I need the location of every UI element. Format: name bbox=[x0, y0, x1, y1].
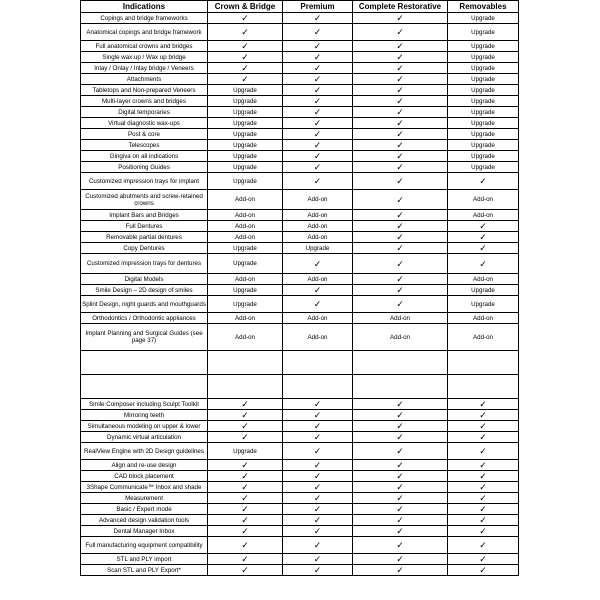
cell-value: Add-on bbox=[353, 324, 448, 351]
cell-value: Upgrade bbox=[448, 52, 519, 63]
check-icon: ✓ bbox=[353, 162, 448, 173]
check-icon: ✓ bbox=[283, 162, 353, 173]
check-icon: ✓ bbox=[283, 526, 353, 537]
check-icon: ✓ bbox=[353, 24, 448, 41]
check-icon: ✓ bbox=[353, 410, 448, 421]
check-icon: ✓ bbox=[208, 432, 283, 443]
header-crown-bridge: Crown & Bridge bbox=[208, 1, 283, 13]
check-icon: ✓ bbox=[448, 410, 519, 421]
header-complete-restorative: Complete Restorative bbox=[353, 1, 448, 13]
check-icon: ✓ bbox=[448, 399, 519, 410]
row-label: Full manufacturing equipment compatibility bbox=[81, 537, 208, 554]
table-row bbox=[81, 140, 519, 151]
check-icon: ✓ bbox=[448, 471, 519, 482]
cell-value: Add-on bbox=[283, 313, 353, 324]
check-icon: ✓ bbox=[283, 41, 353, 52]
cell-value: Upgrade bbox=[448, 41, 519, 52]
cell-value: Upgrade bbox=[448, 85, 519, 96]
table-row bbox=[81, 351, 519, 375]
table-row bbox=[81, 313, 519, 324]
row-label: Positioning Guides bbox=[81, 162, 208, 173]
row-label: Digital temporaries bbox=[81, 107, 208, 118]
cell-value: Add-on bbox=[283, 324, 353, 351]
header-indications: Indications bbox=[81, 1, 208, 13]
table-row bbox=[81, 254, 519, 274]
cell-value bbox=[353, 375, 448, 399]
check-icon: ✓ bbox=[353, 421, 448, 432]
cell-value: Upgrade bbox=[448, 96, 519, 107]
table-row bbox=[81, 210, 519, 221]
check-icon: ✓ bbox=[283, 443, 353, 460]
row-label: 3Shape Communicate™ Inbox and shade bbox=[81, 482, 208, 493]
check-icon: ✓ bbox=[353, 504, 448, 515]
check-icon: ✓ bbox=[448, 432, 519, 443]
check-icon: ✓ bbox=[283, 399, 353, 410]
table-row bbox=[81, 493, 519, 504]
check-icon: ✓ bbox=[353, 210, 448, 221]
check-icon: ✓ bbox=[448, 482, 519, 493]
check-icon: ✓ bbox=[283, 565, 353, 576]
check-icon: ✓ bbox=[353, 74, 448, 85]
cell-value: Upgrade bbox=[448, 285, 519, 296]
check-icon: ✓ bbox=[283, 432, 353, 443]
check-icon: ✓ bbox=[448, 515, 519, 526]
row-label: Telescopes bbox=[81, 140, 208, 151]
check-icon: ✓ bbox=[283, 515, 353, 526]
table-row bbox=[81, 432, 519, 443]
check-icon: ✓ bbox=[353, 493, 448, 504]
check-icon: ✓ bbox=[353, 285, 448, 296]
check-icon: ✓ bbox=[448, 537, 519, 554]
row-label: Smile Composer including Sculpt Toolkit bbox=[81, 399, 208, 410]
check-icon: ✓ bbox=[353, 85, 448, 96]
check-icon: ✓ bbox=[353, 243, 448, 254]
check-icon: ✓ bbox=[448, 243, 519, 254]
check-icon: ✓ bbox=[208, 526, 283, 537]
check-icon: ✓ bbox=[353, 432, 448, 443]
check-icon: ✓ bbox=[283, 254, 353, 274]
check-icon: ✓ bbox=[283, 96, 353, 107]
cell-value: Upgrade bbox=[448, 151, 519, 162]
check-icon: ✓ bbox=[283, 74, 353, 85]
cell-value: Upgrade bbox=[448, 140, 519, 151]
cell-value: Upgrade bbox=[208, 107, 283, 118]
check-icon: ✓ bbox=[448, 421, 519, 432]
check-icon: ✓ bbox=[283, 151, 353, 162]
cell-value bbox=[448, 351, 519, 375]
cell-value bbox=[283, 351, 353, 375]
check-icon: ✓ bbox=[208, 515, 283, 526]
cell-value: Add-on bbox=[448, 313, 519, 324]
table-row bbox=[81, 13, 519, 24]
row-label: Tabletops and Non-prepared Veneers bbox=[81, 85, 208, 96]
check-icon: ✓ bbox=[353, 151, 448, 162]
cell-value: Upgrade bbox=[448, 296, 519, 313]
row-label: STL and PLY import bbox=[81, 554, 208, 565]
table-row bbox=[81, 443, 519, 460]
check-icon: ✓ bbox=[283, 85, 353, 96]
row-label: Implant Bars and Bridges bbox=[81, 210, 208, 221]
cell-value: Add-on bbox=[208, 190, 283, 210]
table-row bbox=[81, 537, 519, 554]
table-row bbox=[81, 296, 519, 313]
check-icon: ✓ bbox=[283, 482, 353, 493]
row-label: Mirroring teeth bbox=[81, 410, 208, 421]
row-label: Dental Manager Inbox bbox=[81, 526, 208, 537]
table-row bbox=[81, 173, 519, 190]
cell-value: Add-on bbox=[208, 232, 283, 243]
check-icon: ✓ bbox=[353, 190, 448, 210]
row-label: Simultaneous modeling on upper & lower bbox=[81, 421, 208, 432]
check-icon: ✓ bbox=[208, 537, 283, 554]
check-icon: ✓ bbox=[448, 493, 519, 504]
row-label: RealView Engine with 2D Design guidelines bbox=[81, 443, 208, 460]
check-icon: ✓ bbox=[208, 41, 283, 52]
cell-value bbox=[283, 375, 353, 399]
check-icon: ✓ bbox=[353, 52, 448, 63]
row-label: Advanced design validation tools bbox=[81, 515, 208, 526]
table-row bbox=[81, 421, 519, 432]
cell-value bbox=[448, 375, 519, 399]
check-icon: ✓ bbox=[353, 173, 448, 190]
cell-value: Upgrade bbox=[208, 140, 283, 151]
check-icon: ✓ bbox=[353, 274, 448, 285]
row-label: Smile Design – 2D design of smiles bbox=[81, 285, 208, 296]
table-row bbox=[81, 96, 519, 107]
row-label: Inlay / Onlay / Inlay bridge / Veneers bbox=[81, 63, 208, 74]
check-icon: ✓ bbox=[448, 526, 519, 537]
cell-value: Upgrade bbox=[448, 74, 519, 85]
check-icon: ✓ bbox=[353, 399, 448, 410]
table-row bbox=[81, 24, 519, 41]
row-label: Full Dentures bbox=[81, 221, 208, 232]
check-icon: ✓ bbox=[208, 13, 283, 24]
row-label: Digital Models bbox=[81, 274, 208, 285]
check-icon: ✓ bbox=[448, 504, 519, 515]
table-row bbox=[81, 162, 519, 173]
table-row bbox=[81, 565, 519, 576]
row-label: Removable partial dentures bbox=[81, 232, 208, 243]
row-label: Customized impression trays for dentures bbox=[81, 254, 208, 274]
row-label: Single wax up / Wax up bridge bbox=[81, 52, 208, 63]
check-icon: ✓ bbox=[283, 140, 353, 151]
check-icon: ✓ bbox=[283, 537, 353, 554]
check-icon: ✓ bbox=[283, 24, 353, 41]
check-icon: ✓ bbox=[208, 52, 283, 63]
check-icon: ✓ bbox=[283, 118, 353, 129]
table-row bbox=[81, 285, 519, 296]
check-icon: ✓ bbox=[283, 285, 353, 296]
check-icon: ✓ bbox=[353, 232, 448, 243]
cell-value: Upgrade bbox=[208, 96, 283, 107]
check-icon: ✓ bbox=[208, 565, 283, 576]
row-label: Copings and bridge frameworks bbox=[81, 13, 208, 24]
check-icon: ✓ bbox=[353, 140, 448, 151]
check-icon: ✓ bbox=[353, 41, 448, 52]
cell-value: Upgrade bbox=[208, 285, 283, 296]
row-label bbox=[81, 351, 208, 375]
check-icon: ✓ bbox=[353, 107, 448, 118]
check-icon: ✓ bbox=[208, 410, 283, 421]
check-icon: ✓ bbox=[448, 221, 519, 232]
check-icon: ✓ bbox=[353, 96, 448, 107]
check-icon: ✓ bbox=[208, 399, 283, 410]
cell-value: Upgrade bbox=[208, 173, 283, 190]
table-row bbox=[81, 460, 519, 471]
check-icon: ✓ bbox=[448, 173, 519, 190]
table-row bbox=[81, 324, 519, 351]
check-icon: ✓ bbox=[208, 471, 283, 482]
cell-value: Upgrade bbox=[283, 243, 353, 254]
check-icon: ✓ bbox=[283, 410, 353, 421]
check-icon: ✓ bbox=[283, 129, 353, 140]
row-label: Post & core bbox=[81, 129, 208, 140]
table-row bbox=[81, 151, 519, 162]
cell-value: Add-on bbox=[448, 210, 519, 221]
cell-value: Upgrade bbox=[448, 13, 519, 24]
cell-value: Add-on bbox=[208, 313, 283, 324]
check-icon: ✓ bbox=[448, 565, 519, 576]
comparison-table bbox=[80, 0, 519, 576]
check-icon: ✓ bbox=[208, 460, 283, 471]
cell-value bbox=[208, 375, 283, 399]
check-icon: ✓ bbox=[283, 460, 353, 471]
cell-value bbox=[208, 351, 283, 375]
check-icon: ✓ bbox=[353, 254, 448, 274]
check-icon: ✓ bbox=[208, 24, 283, 41]
check-icon: ✓ bbox=[208, 554, 283, 565]
table-row bbox=[81, 52, 519, 63]
check-icon: ✓ bbox=[448, 460, 519, 471]
row-label: Gingiva on all indications bbox=[81, 151, 208, 162]
check-icon: ✓ bbox=[353, 118, 448, 129]
row-label: Customized impression trays for implant bbox=[81, 173, 208, 190]
row-label: Multi-layer crowns and bridges bbox=[81, 96, 208, 107]
check-icon: ✓ bbox=[353, 565, 448, 576]
table-row bbox=[81, 221, 519, 232]
cell-value: Add-on bbox=[353, 313, 448, 324]
check-icon: ✓ bbox=[353, 221, 448, 232]
row-label: Full anatomical crowns and bridges bbox=[81, 41, 208, 52]
cell-value: Upgrade bbox=[208, 85, 283, 96]
cell-value: Add-on bbox=[208, 324, 283, 351]
check-icon: ✓ bbox=[283, 421, 353, 432]
cell-value: Add-on bbox=[208, 274, 283, 285]
row-label: Attachments bbox=[81, 74, 208, 85]
check-icon: ✓ bbox=[283, 554, 353, 565]
row-label: Orthodontics / Orthodontic appliances bbox=[81, 313, 208, 324]
check-icon: ✓ bbox=[208, 74, 283, 85]
table-row bbox=[81, 526, 519, 537]
cell-value: Add-on bbox=[283, 221, 353, 232]
check-icon: ✓ bbox=[353, 526, 448, 537]
table-row bbox=[81, 274, 519, 285]
check-icon: ✓ bbox=[283, 504, 353, 515]
cell-value: Add-on bbox=[208, 210, 283, 221]
table-row bbox=[81, 515, 519, 526]
row-label: Customized abutments and screw-retained crowns bbox=[81, 190, 208, 210]
cell-value: Upgrade bbox=[208, 243, 283, 254]
cell-value: Upgrade bbox=[208, 151, 283, 162]
table-row bbox=[81, 118, 519, 129]
row-label: CAD block placement bbox=[81, 471, 208, 482]
cell-value: Upgrade bbox=[208, 254, 283, 274]
check-icon: ✓ bbox=[283, 13, 353, 24]
cell-value: Upgrade bbox=[448, 129, 519, 140]
table-row bbox=[81, 129, 519, 140]
check-icon: ✓ bbox=[283, 52, 353, 63]
check-icon: ✓ bbox=[353, 471, 448, 482]
table-row bbox=[81, 554, 519, 565]
check-icon: ✓ bbox=[283, 63, 353, 74]
cell-value: Upgrade bbox=[208, 162, 283, 173]
check-icon: ✓ bbox=[448, 443, 519, 460]
cell-value: Add-on bbox=[448, 274, 519, 285]
check-icon: ✓ bbox=[353, 554, 448, 565]
row-label: Anatomical copings and bridge framework bbox=[81, 24, 208, 41]
table-row bbox=[81, 232, 519, 243]
table-row bbox=[81, 107, 519, 118]
cell-value: Upgrade bbox=[448, 162, 519, 173]
table-row bbox=[81, 243, 519, 254]
check-icon: ✓ bbox=[208, 421, 283, 432]
table-row bbox=[81, 410, 519, 421]
table-row bbox=[81, 482, 519, 493]
check-icon: ✓ bbox=[448, 254, 519, 274]
cell-value bbox=[353, 351, 448, 375]
check-icon: ✓ bbox=[353, 482, 448, 493]
row-label bbox=[81, 375, 208, 399]
check-icon: ✓ bbox=[353, 443, 448, 460]
table-row bbox=[81, 399, 519, 410]
row-label: Measurement bbox=[81, 493, 208, 504]
check-icon: ✓ bbox=[283, 173, 353, 190]
check-icon: ✓ bbox=[353, 63, 448, 74]
check-icon: ✓ bbox=[353, 296, 448, 313]
cell-value: Upgrade bbox=[448, 24, 519, 41]
table-row bbox=[81, 504, 519, 515]
check-icon: ✓ bbox=[448, 232, 519, 243]
table-row bbox=[81, 74, 519, 85]
cell-value: Upgrade bbox=[448, 63, 519, 74]
header-removables: Removables bbox=[448, 1, 519, 13]
row-label: Dynamic virtual articulation bbox=[81, 432, 208, 443]
check-icon: ✓ bbox=[208, 504, 283, 515]
cell-value: Add-on bbox=[448, 190, 519, 210]
check-icon: ✓ bbox=[283, 107, 353, 118]
row-label: Basic / Expert mode bbox=[81, 504, 208, 515]
cell-value: Add-on bbox=[208, 221, 283, 232]
table-row bbox=[81, 375, 519, 399]
table-row bbox=[81, 41, 519, 52]
check-icon: ✓ bbox=[208, 482, 283, 493]
cell-value: Add-on bbox=[283, 210, 353, 221]
cell-value: Add-on bbox=[283, 232, 353, 243]
check-icon: ✓ bbox=[353, 13, 448, 24]
cell-value: Upgrade bbox=[208, 296, 283, 313]
table-row bbox=[81, 471, 519, 482]
cell-value: Upgrade bbox=[208, 443, 283, 460]
check-icon: ✓ bbox=[353, 129, 448, 140]
check-icon: ✓ bbox=[208, 493, 283, 504]
cell-value: Upgrade bbox=[448, 118, 519, 129]
header-row bbox=[81, 1, 519, 13]
check-icon: ✓ bbox=[353, 537, 448, 554]
table-row bbox=[81, 85, 519, 96]
check-icon: ✓ bbox=[353, 460, 448, 471]
header-premium: Premium bbox=[283, 1, 353, 13]
check-icon: ✓ bbox=[283, 493, 353, 504]
check-icon: ✓ bbox=[283, 471, 353, 482]
row-label: Virtual diagnostic wax-ups bbox=[81, 118, 208, 129]
row-label: Splint Design, night guards and mouthguards bbox=[81, 296, 208, 313]
row-label: Align and re-use design bbox=[81, 460, 208, 471]
cell-value: Add-on bbox=[448, 324, 519, 351]
check-icon: ✓ bbox=[353, 515, 448, 526]
row-label: Copy Dentures bbox=[81, 243, 208, 254]
table-row bbox=[81, 63, 519, 74]
cell-value: Upgrade bbox=[448, 107, 519, 118]
cell-value: Add-on bbox=[283, 274, 353, 285]
row-label: Scan STL and PLY Export* bbox=[81, 565, 208, 576]
table-row bbox=[81, 190, 519, 210]
cell-value: Add-on bbox=[283, 190, 353, 210]
check-icon: ✓ bbox=[448, 554, 519, 565]
check-icon: ✓ bbox=[208, 63, 283, 74]
cell-value: Upgrade bbox=[208, 118, 283, 129]
row-label: Implant Planning and Surgical Guides (see page 37) bbox=[81, 324, 208, 351]
check-icon: ✓ bbox=[283, 296, 353, 313]
cell-value: Upgrade bbox=[208, 129, 283, 140]
